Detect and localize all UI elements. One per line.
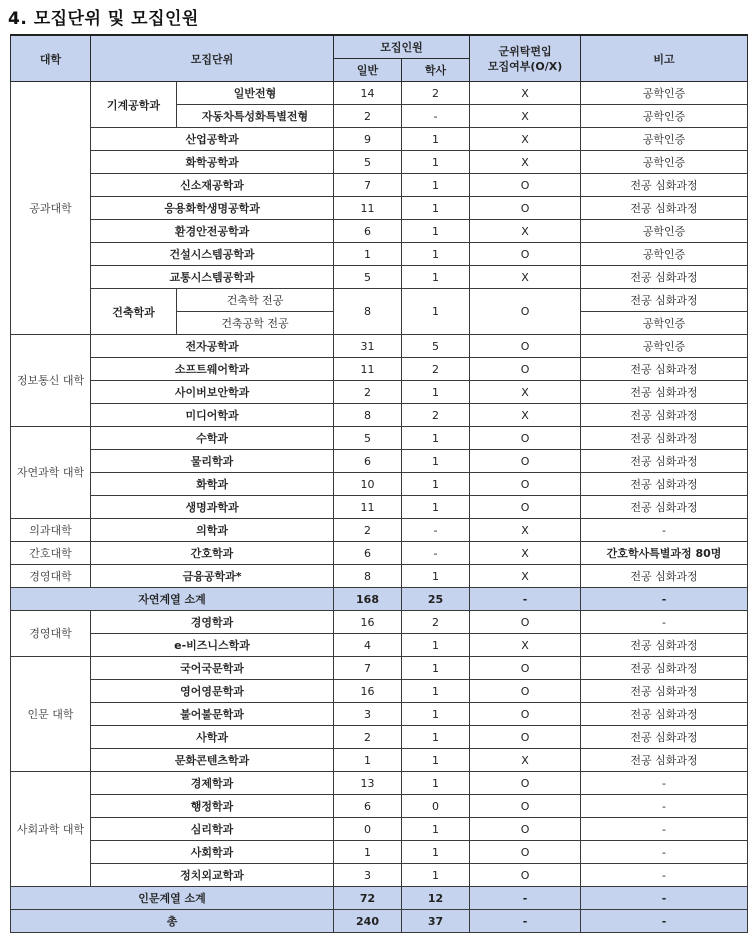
table-row: [11, 473, 748, 496]
general-cell: 7: [334, 174, 402, 197]
bachelor-cell: 1: [402, 174, 470, 197]
table-row: [11, 657, 748, 680]
track-cell: 건축학 전공: [177, 289, 334, 312]
header-military-line2: 모집여부(O/X): [487, 59, 563, 73]
table-row: [11, 680, 748, 703]
general-cell: 16: [334, 611, 402, 634]
general-cell: 0: [334, 818, 402, 841]
military-cell: O: [470, 358, 581, 381]
general-cell: 6: [334, 542, 402, 565]
general-cell: 8: [334, 565, 402, 588]
general-cell: 11: [334, 496, 402, 519]
military-cell: O: [470, 427, 581, 450]
dept-cell: 수학과: [91, 427, 334, 450]
bachelor-cell: 1: [402, 565, 470, 588]
subtotal-row: [11, 588, 748, 611]
military-cell: O: [470, 772, 581, 795]
dept-cell: 건설시스템공학과: [91, 243, 334, 266]
general-cell: 7: [334, 657, 402, 680]
college-cell: 사회과학 대학: [11, 772, 91, 887]
note-cell: 전공 심화과정: [581, 266, 748, 289]
header-unit: 모집단위: [91, 35, 334, 82]
military-cell: O: [470, 496, 581, 519]
note-cell: 공학인증: [581, 312, 748, 335]
military-cell: O: [470, 726, 581, 749]
general-cell: 240: [334, 910, 402, 933]
military-cell: O: [470, 611, 581, 634]
bachelor-cell: 1: [402, 427, 470, 450]
military-cell: X: [470, 266, 581, 289]
table-row: [11, 450, 748, 473]
note-cell: 전공 심화과정: [581, 289, 748, 312]
dept-cell: 건축학과: [91, 289, 177, 335]
note-cell: 전공 심화과정: [581, 427, 748, 450]
general-cell: 2: [334, 105, 402, 128]
dept-cell: 교통시스템공학과: [91, 266, 334, 289]
table-row: [11, 703, 748, 726]
note-cell: 공학인증: [581, 128, 748, 151]
military-cell: X: [470, 381, 581, 404]
military-cell: O: [470, 243, 581, 266]
bachelor-cell: 2: [402, 404, 470, 427]
dept-cell: 미디어학과: [91, 404, 334, 427]
bachelor-cell: 2: [402, 82, 470, 105]
military-cell: -: [470, 887, 581, 910]
table-row: [11, 611, 748, 634]
college-cell: 자연과학 대학: [11, 427, 91, 519]
header-bachelor: 학사: [402, 59, 470, 82]
military-cell: O: [470, 657, 581, 680]
table-row: [11, 243, 748, 266]
note-cell: -: [581, 772, 748, 795]
general-cell: 4: [334, 634, 402, 657]
general-cell: 13: [334, 772, 402, 795]
header-note: 비고: [581, 35, 748, 82]
bachelor-cell: 1: [402, 128, 470, 151]
note-cell: 전공 심화과정: [581, 174, 748, 197]
note-cell: 공학인증: [581, 82, 748, 105]
military-cell: O: [470, 197, 581, 220]
dept-cell: 정치외교학과: [91, 864, 334, 887]
table-row: [11, 82, 748, 105]
bachelor-cell: 1: [402, 772, 470, 795]
college-cell: 인문 대학: [11, 657, 91, 772]
military-cell: X: [470, 749, 581, 772]
subtotal-row: [11, 887, 748, 910]
general-cell: 5: [334, 151, 402, 174]
bachelor-cell: 1: [402, 818, 470, 841]
note-cell: -: [581, 910, 748, 933]
note-cell: 전공 심화과정: [581, 473, 748, 496]
table-header: [11, 35, 748, 82]
military-cell: O: [470, 335, 581, 358]
note-cell: -: [581, 519, 748, 542]
dept-cell: 금융공학과*: [91, 565, 334, 588]
college-cell: 공과대학: [11, 82, 91, 335]
table-row: [11, 565, 748, 588]
table-row: [11, 749, 748, 772]
general-cell: 2: [334, 519, 402, 542]
dept-cell: 의학과: [91, 519, 334, 542]
bachelor-cell: 1: [402, 657, 470, 680]
military-cell: X: [470, 151, 581, 174]
table-row: [11, 726, 748, 749]
general-cell: 8: [334, 289, 402, 335]
note-cell: 공학인증: [581, 220, 748, 243]
bachelor-cell: 1: [402, 381, 470, 404]
military-cell: X: [470, 82, 581, 105]
table-row: [11, 404, 748, 427]
general-cell: 6: [334, 450, 402, 473]
subtotal-label: 인문계열 소계: [11, 887, 334, 910]
military-cell: X: [470, 542, 581, 565]
track-cell: 일반전형: [177, 82, 334, 105]
bachelor-cell: 12: [402, 887, 470, 910]
table-row: [11, 427, 748, 450]
note-cell: 전공 심화과정: [581, 358, 748, 381]
dept-cell: 불어불문학과: [91, 703, 334, 726]
military-cell: X: [470, 220, 581, 243]
bachelor-cell: 1: [402, 841, 470, 864]
header-military: [470, 35, 581, 82]
bachelor-cell: 1: [402, 864, 470, 887]
bachelor-cell: 1: [402, 634, 470, 657]
header-general: 일반: [334, 59, 402, 82]
note-cell: 전공 심화과정: [581, 749, 748, 772]
dept-cell: 기계공학과: [91, 82, 177, 128]
college-cell: 경영대학: [11, 565, 91, 588]
note-cell: 전공 심화과정: [581, 197, 748, 220]
dept-cell: 화학공학과: [91, 151, 334, 174]
general-cell: 72: [334, 887, 402, 910]
table-row: [11, 128, 748, 151]
dept-cell: 문화콘텐츠학과: [91, 749, 334, 772]
general-cell: 1: [334, 243, 402, 266]
bachelor-cell: 1: [402, 749, 470, 772]
page-title: 4. 모집단위 및 모집인원: [8, 9, 199, 29]
dept-cell: 경제학과: [91, 772, 334, 795]
table-row: [11, 335, 748, 358]
dept-cell: 소프트웨어학과: [91, 358, 334, 381]
table-row: [11, 864, 748, 887]
military-cell: X: [470, 128, 581, 151]
dept-cell: 영어영문학과: [91, 680, 334, 703]
dept-cell: 물리학과: [91, 450, 334, 473]
note-cell: 공학인증: [581, 243, 748, 266]
general-cell: 11: [334, 197, 402, 220]
dept-cell: e-비즈니스학과: [91, 634, 334, 657]
bachelor-cell: 0: [402, 795, 470, 818]
table-row: [11, 197, 748, 220]
note-cell: 공학인증: [581, 335, 748, 358]
general-cell: 3: [334, 703, 402, 726]
military-cell: O: [470, 289, 581, 335]
table-row: [11, 542, 748, 565]
military-cell: O: [470, 680, 581, 703]
dept-cell: 신소재공학과: [91, 174, 334, 197]
header-college: 대학: [11, 35, 91, 82]
bachelor-cell: 37: [402, 910, 470, 933]
note-cell: 전공 심화과정: [581, 565, 748, 588]
military-cell: O: [470, 818, 581, 841]
bachelor-cell: -: [402, 542, 470, 565]
bachelor-cell: 1: [402, 220, 470, 243]
note-cell: 전공 심화과정: [581, 404, 748, 427]
note-cell: 전공 심화과정: [581, 680, 748, 703]
college-cell: 경영대학: [11, 611, 91, 657]
bachelor-cell: -: [402, 519, 470, 542]
table-row: [11, 496, 748, 519]
note-cell: -: [581, 887, 748, 910]
general-cell: 3: [334, 864, 402, 887]
bachelor-cell: 1: [402, 197, 470, 220]
table-row: [11, 634, 748, 657]
general-cell: 14: [334, 82, 402, 105]
military-cell: X: [470, 519, 581, 542]
table-row: [11, 841, 748, 864]
note-cell: 전공 심화과정: [581, 726, 748, 749]
general-cell: 5: [334, 427, 402, 450]
military-cell: O: [470, 841, 581, 864]
note-cell: -: [581, 795, 748, 818]
bachelor-cell: -: [402, 105, 470, 128]
note-cell: -: [581, 818, 748, 841]
military-cell: O: [470, 473, 581, 496]
note-cell: -: [581, 588, 748, 611]
general-cell: 1: [334, 841, 402, 864]
note-cell: -: [581, 611, 748, 634]
college-cell: 간호대학: [11, 542, 91, 565]
track-cell: 자동차특성화특별전형: [177, 105, 334, 128]
dept-cell: 간호학과: [91, 542, 334, 565]
military-cell: O: [470, 795, 581, 818]
military-cell: -: [470, 910, 581, 933]
bachelor-cell: 1: [402, 450, 470, 473]
table-row: [11, 519, 748, 542]
general-cell: 9: [334, 128, 402, 151]
bachelor-cell: 2: [402, 358, 470, 381]
college-cell: 정보통신 대학: [11, 335, 91, 427]
dept-cell: 전자공학과: [91, 335, 334, 358]
general-cell: 8: [334, 404, 402, 427]
note-cell: 간호학사특별과정 80명: [581, 542, 748, 565]
table-row: [11, 266, 748, 289]
dept-cell: 환경안전공학과: [91, 220, 334, 243]
note-cell: 공학인증: [581, 151, 748, 174]
military-cell: X: [470, 105, 581, 128]
dept-cell: 심리학과: [91, 818, 334, 841]
general-cell: 6: [334, 220, 402, 243]
header-quota: 모집인원: [334, 35, 470, 59]
military-cell: O: [470, 703, 581, 726]
general-cell: 6: [334, 795, 402, 818]
dept-cell: 사이버보안학과: [91, 381, 334, 404]
note-cell: 공학인증: [581, 105, 748, 128]
note-cell: -: [581, 864, 748, 887]
bachelor-cell: 1: [402, 243, 470, 266]
note-cell: 전공 심화과정: [581, 496, 748, 519]
military-cell: O: [470, 450, 581, 473]
table-row: [11, 220, 748, 243]
header-military-line1: 군위탁편입: [498, 44, 552, 58]
track-cell: 건축공학 전공: [177, 312, 334, 335]
dept-cell: 산업공학과: [91, 128, 334, 151]
general-cell: 2: [334, 381, 402, 404]
subtotal-label: 자연계열 소계: [11, 588, 334, 611]
bachelor-cell: 1: [402, 151, 470, 174]
dept-cell: 경영학과: [91, 611, 334, 634]
general-cell: 5: [334, 266, 402, 289]
note-cell: 전공 심화과정: [581, 381, 748, 404]
general-cell: 1: [334, 749, 402, 772]
general-cell: 2: [334, 726, 402, 749]
bachelor-cell: 25: [402, 588, 470, 611]
note-cell: -: [581, 841, 748, 864]
bachelor-cell: 2: [402, 611, 470, 634]
military-cell: O: [470, 864, 581, 887]
general-cell: 31: [334, 335, 402, 358]
dept-cell: 국어국문학과: [91, 657, 334, 680]
table-row: [11, 174, 748, 197]
table-row: [11, 818, 748, 841]
dept-cell: 생명과학과: [91, 496, 334, 519]
dept-cell: 화학과: [91, 473, 334, 496]
table-row: [11, 289, 748, 312]
military-cell: -: [470, 588, 581, 611]
table-row: [11, 151, 748, 174]
bachelor-cell: 1: [402, 266, 470, 289]
total-row: [11, 910, 748, 933]
total-label: 총: [11, 910, 334, 933]
military-cell: X: [470, 565, 581, 588]
note-cell: 전공 심화과정: [581, 657, 748, 680]
military-cell: X: [470, 404, 581, 427]
dept-cell: 사회학과: [91, 841, 334, 864]
table-row: [11, 381, 748, 404]
note-cell: 전공 심화과정: [581, 450, 748, 473]
bachelor-cell: 1: [402, 473, 470, 496]
bachelor-cell: 1: [402, 703, 470, 726]
dept-cell: 응용화학생명공학과: [91, 197, 334, 220]
note-cell: 전공 심화과정: [581, 634, 748, 657]
table-row: [11, 772, 748, 795]
general-cell: 16: [334, 680, 402, 703]
college-cell: 의과대학: [11, 519, 91, 542]
bachelor-cell: 1: [402, 289, 470, 335]
bachelor-cell: 1: [402, 726, 470, 749]
bachelor-cell: 1: [402, 680, 470, 703]
dept-cell: 사학과: [91, 726, 334, 749]
military-cell: O: [470, 174, 581, 197]
dept-cell: 행정학과: [91, 795, 334, 818]
bachelor-cell: 5: [402, 335, 470, 358]
bachelor-cell: 1: [402, 496, 470, 519]
general-cell: 11: [334, 358, 402, 381]
general-cell: 168: [334, 588, 402, 611]
general-cell: 10: [334, 473, 402, 496]
recruitment-table: [10, 34, 748, 933]
note-cell: 전공 심화과정: [581, 703, 748, 726]
table-row: [11, 358, 748, 381]
table-row: [11, 795, 748, 818]
military-cell: X: [470, 634, 581, 657]
